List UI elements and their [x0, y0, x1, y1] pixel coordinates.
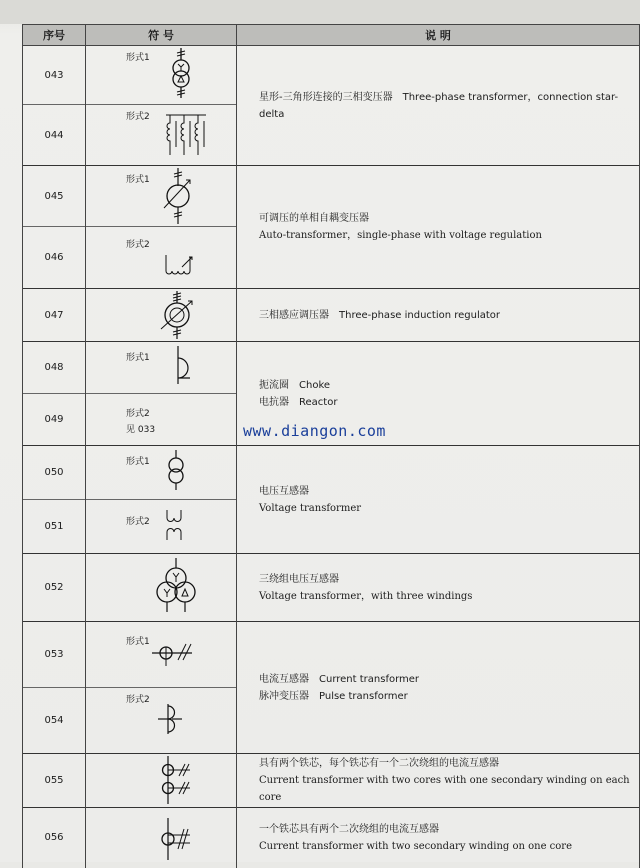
- symbol-cell: [86, 500, 237, 554]
- description-cell: [237, 554, 640, 622]
- row-no: 048: [23, 342, 86, 394]
- symbol-cell: [86, 688, 237, 754]
- desc-053-a: 电流互感器 Current transformer: [259, 673, 420, 685]
- description-cell: [237, 166, 640, 289]
- form-label: 形式2: [126, 409, 150, 419]
- desc-052-zh: 三绕组电压互感器: [259, 573, 339, 585]
- form-label: 形式1: [126, 353, 150, 363]
- row-no: 053: [23, 622, 86, 688]
- row-no: 051: [23, 500, 86, 554]
- table-header-row: [23, 25, 640, 46]
- header-symbol: 符 号: [86, 25, 237, 46]
- desc-055-zh: 具有两个铁芯，每个铁芯有一个二次绕组的电流互感器: [259, 758, 499, 769]
- table-row: [23, 46, 640, 105]
- reference-note: 见 033: [126, 425, 156, 435]
- symbol-cell: [86, 289, 237, 342]
- description-cell: [237, 289, 640, 342]
- voltage-transformer-symbol: [164, 450, 188, 494]
- page-top-strip: [0, 0, 640, 24]
- row-no: 047: [23, 289, 86, 342]
- description-cell: [237, 46, 640, 166]
- form-label: 形式1: [126, 457, 150, 467]
- row-no: 052: [23, 554, 86, 622]
- row-no: 049: [23, 394, 86, 446]
- desc-052-en: Voltage transformer，with three windings: [259, 590, 473, 602]
- desc-053-b: 脉冲变压器 Pulse transformer: [259, 690, 408, 702]
- desc-055-en: Current transformer with two cores with one secondary winding on each core: [259, 775, 630, 803]
- header-description: 说 明: [237, 25, 640, 46]
- three-winding-voltage-transformer-symbol: [154, 558, 198, 614]
- symbol-cell: [86, 554, 237, 622]
- row-no: 050: [23, 446, 86, 500]
- star-delta-transformer-symbol: [166, 48, 196, 100]
- pulse-transformer-symbol: [156, 700, 186, 738]
- row-no: 044: [23, 105, 86, 166]
- induction-regulator-symbol: [156, 291, 198, 339]
- table-row: [23, 622, 640, 688]
- form-label: 形式1: [126, 175, 150, 185]
- description-cell: [237, 754, 640, 808]
- desc-048-b: 电抗器 Reactor: [259, 396, 338, 408]
- symbol-cell: [86, 227, 237, 289]
- watermark-text: www.diangon.com: [243, 422, 386, 440]
- form-label: 形式2: [126, 517, 150, 527]
- form-label: 形式2: [126, 695, 150, 705]
- table-row: [23, 446, 640, 500]
- choke-symbol: [168, 346, 198, 388]
- table-row: [23, 808, 640, 868]
- row-no: 056: [23, 808, 86, 868]
- description-cell: [237, 446, 640, 554]
- table-row: [23, 289, 640, 342]
- voltage-transformer-winding-symbol: [164, 508, 184, 542]
- symbol-table: [22, 24, 640, 868]
- desc-050-en: Voltage transformer: [259, 502, 362, 514]
- two-core-current-transformer-symbol: [158, 756, 194, 804]
- form-label: 形式2: [126, 112, 150, 122]
- desc-056-en: Current transformer with two secondary winding on one core: [259, 840, 572, 852]
- desc-056-zh: 一个铁芯具有两个二次绕组的电流互感器: [259, 823, 439, 835]
- symbol-cell: [86, 622, 237, 688]
- two-secondary-current-transformer-symbol: [158, 818, 194, 860]
- header-no: 序号: [23, 25, 86, 46]
- desc-045-en: Auto-transformer，single-phase with voltage regulation: [259, 230, 542, 241]
- form-label: 形式1: [126, 637, 150, 647]
- description-cell: [237, 808, 640, 868]
- row-no: 045: [23, 166, 86, 227]
- row-no: 043: [23, 46, 86, 105]
- desc-047: 三相感应调压器 Three-phase induction regulator: [259, 309, 501, 321]
- row-no: 055: [23, 754, 86, 808]
- symbol-cell: [86, 808, 237, 868]
- symbol-cell: [86, 46, 237, 105]
- winding-transformer-symbol: [164, 111, 208, 159]
- current-transformer-symbol: [152, 638, 196, 668]
- row-no: 054: [23, 688, 86, 754]
- table-row: [23, 342, 640, 394]
- symbol-cell: [86, 105, 237, 166]
- description-cell: [237, 622, 640, 754]
- desc-043: 星形-三角形连接的三相变压器 Three-phase transformer，connection star-delta: [259, 91, 619, 120]
- table-row: [23, 754, 640, 808]
- symbol-cell: [86, 166, 237, 227]
- desc-045-zh: 可调压的单相自耦变压器: [259, 213, 369, 224]
- row-no: 046: [23, 227, 86, 289]
- symbol-cell: [86, 754, 237, 808]
- form-label: 形式1: [126, 53, 150, 63]
- form-label: 形式2: [126, 240, 150, 250]
- symbol-cell: [86, 394, 237, 446]
- table-row: [23, 166, 640, 227]
- symbol-cell: [86, 446, 237, 500]
- auto-transformer-symbol: [158, 168, 198, 224]
- symbol-cell: [86, 342, 237, 394]
- auto-transformer-winding-symbol: [162, 253, 196, 277]
- desc-050-zh: 电压互感器: [259, 485, 309, 497]
- table-row: [23, 554, 640, 622]
- desc-048-a: 扼流圈 Choke: [259, 379, 331, 391]
